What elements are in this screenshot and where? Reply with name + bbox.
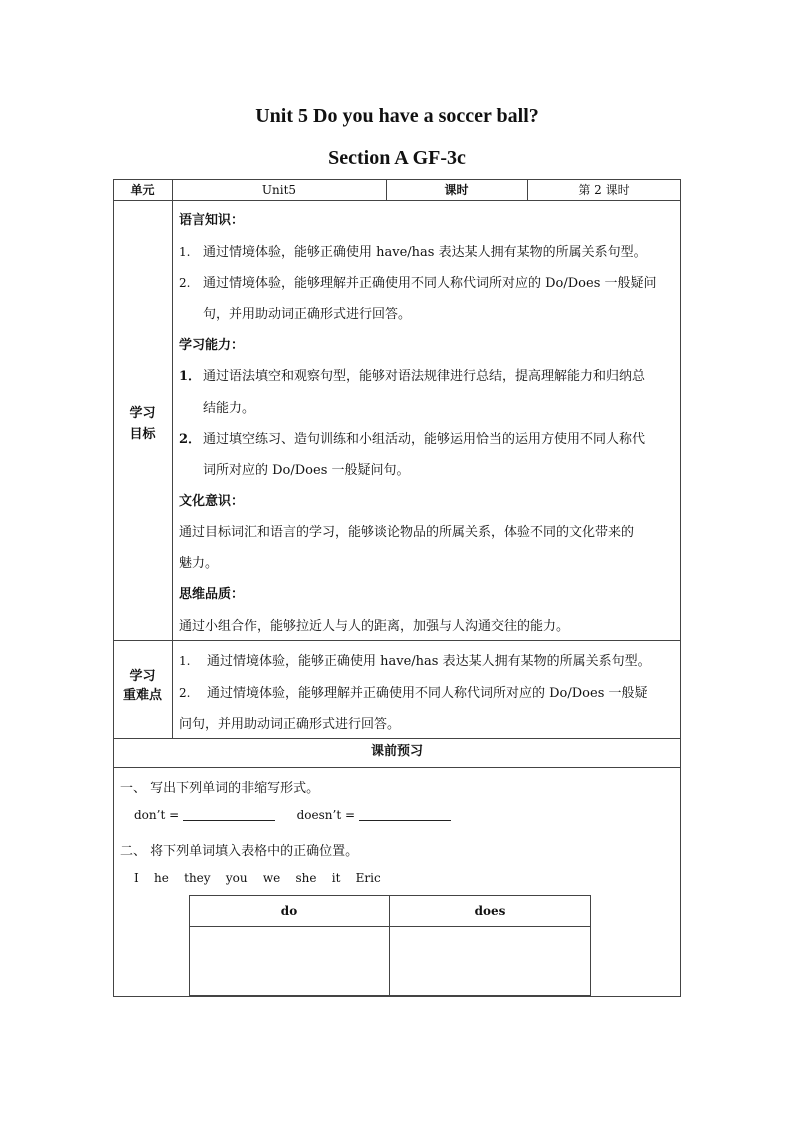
thinking-text: 通过小组合作，能够拉近人与人的距离，加强与人沟通交往的能力。 <box>179 619 570 634</box>
header-unit-label: 单元 <box>130 183 155 197</box>
item-number: 2. <box>179 686 191 700</box>
lang-item-1 <box>179 241 647 260</box>
culture-heading: 文化意识： <box>179 494 245 509</box>
ability-item-1-cont: 结能力。 <box>203 401 256 416</box>
word: she <box>295 871 317 885</box>
task1-instruction: 一、 写出下列单词的非缩写形式。 <box>120 781 320 796</box>
contraction-line <box>134 808 451 822</box>
document-subtitle: Section A GF-3c <box>328 147 466 169</box>
keypoint-item-2-cont: 问句，并用助动词正确形式进行回答。 <box>179 717 401 732</box>
keypoint-item-1 <box>179 650 651 669</box>
thinking-heading: 思维品质： <box>179 587 245 602</box>
keypoints-label <box>113 667 172 705</box>
lang-item-2 <box>179 272 657 291</box>
dont-blank[interactable] <box>183 808 275 821</box>
word: they <box>184 871 211 885</box>
column-divider <box>172 179 173 739</box>
do-answer-cell[interactable] <box>191 928 387 994</box>
item-text: 通过情境体验，能够理解并正确使用不同人称代词所对应的 Do/Does 一般疑问 <box>203 276 657 291</box>
lang-heading: 语言知识： <box>179 213 245 228</box>
word: I <box>134 871 139 885</box>
item-text: 通过填空练习、造句训练和小组活动，能够运用恰当的运用方使用不同人称代 <box>203 432 646 447</box>
culture-text: 通过目标词汇和语言的学习，能够谈论物品的所属关系，体验不同的文化带来的 <box>179 525 635 540</box>
item-number: 1. <box>179 245 191 259</box>
word-bank <box>134 871 381 885</box>
keypoints-label-line2: 重难点 <box>122 688 162 703</box>
item-text: 通过语法填空和观察句型，能够对语法规律进行总结，提高理解能力和归纳总 <box>203 369 646 384</box>
document-title: Unit 5 Do you have a soccer ball? <box>255 105 539 127</box>
preview-heading: 课前预习 <box>370 744 423 759</box>
col-header-do: do <box>280 904 298 918</box>
task2-instruction: 二、 将下列单词填入表格中的正确位置。 <box>120 844 359 859</box>
word: he <box>154 871 169 885</box>
does-answer-cell[interactable] <box>391 928 589 994</box>
item-number: 1． <box>179 369 202 384</box>
dont-label: don’t = <box>134 808 180 822</box>
word: Eric <box>355 871 381 885</box>
objectives-label <box>113 403 172 445</box>
word: you <box>225 871 248 885</box>
item-text: 通过情境体验，能够正确使用 have/has 表达某人拥有某物的所属关系句型。 <box>203 245 647 260</box>
ability-item-1 <box>179 365 645 384</box>
culture-text-cont: 魅力。 <box>179 556 219 571</box>
objectives-label-line1: 学习 <box>129 406 156 421</box>
item-text: 通过情境体验，能够正确使用 have/has 表达某人拥有某物的所属关系句型。 <box>207 654 651 669</box>
item-number: 2. <box>179 276 191 290</box>
word: we <box>262 871 281 885</box>
ability-item-2-cont: 词所对应的 Do/Does 一般疑问句。 <box>203 463 410 478</box>
item-number: 1. <box>179 654 191 668</box>
col-header-does: does <box>474 904 506 918</box>
inner-row-divider <box>189 926 591 927</box>
doesnt-blank[interactable] <box>359 808 451 821</box>
row-divider <box>113 200 681 201</box>
header-unit-value: Unit5 <box>261 183 297 197</box>
item-number: 2． <box>179 432 202 447</box>
ability-heading: 学习能力： <box>179 338 245 353</box>
keypoint-item-2 <box>179 682 648 701</box>
word: it <box>331 871 341 885</box>
header-period-value: 第 2 课时 <box>578 183 630 197</box>
row-divider <box>113 738 681 739</box>
ability-item-2 <box>179 428 645 447</box>
keypoints-label-line1: 学习 <box>129 669 156 684</box>
header-period-label: 课时 <box>444 183 469 197</box>
objectives-label-line2: 目标 <box>129 427 156 442</box>
row-divider <box>113 640 681 641</box>
doesnt-label: doesn’t = <box>296 808 356 822</box>
item-text: 通过情境体验，能够理解并正确使用不同人称代词所对应的 Do/Does 一般疑 <box>207 686 648 701</box>
row-divider <box>113 767 681 768</box>
lang-item-2-cont: 句，并用助动词正确形式进行回答。 <box>203 307 412 322</box>
